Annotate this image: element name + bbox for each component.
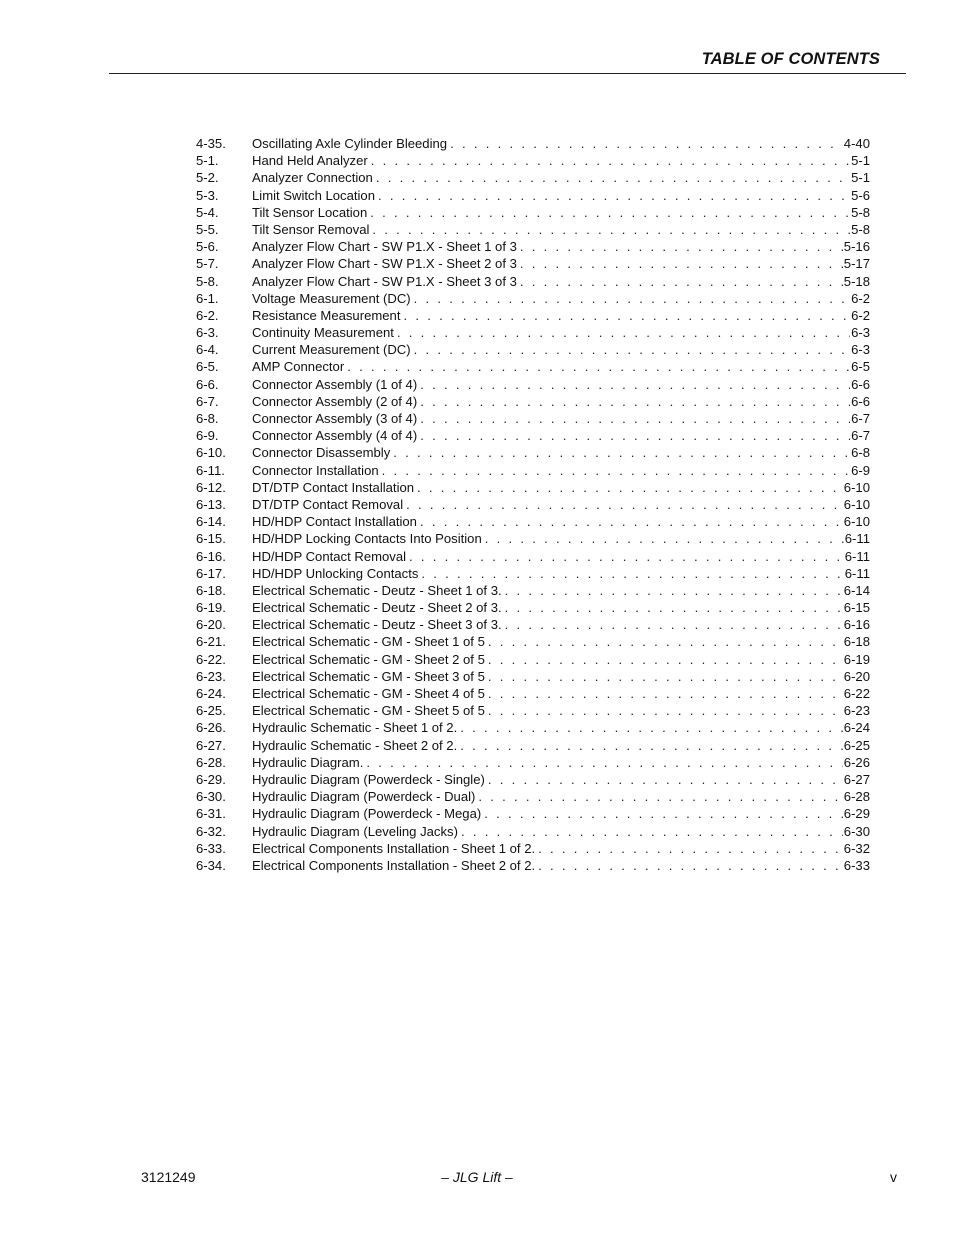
toc-entry[interactable] <box>196 840 870 857</box>
page-header-title: TABLE OF CONTENTS <box>701 50 880 68</box>
toc-entry-title: Continuity Measurement <box>252 325 394 341</box>
toc-dot-leader <box>397 324 850 341</box>
toc-entry-page: 6-3 <box>851 325 870 341</box>
toc-entry-number: 6-6. <box>196 376 219 392</box>
toc-entry-number: 5-4. <box>196 204 219 220</box>
toc-entry-number: 5-6. <box>196 239 219 255</box>
toc-entry-page: 4-40 <box>843 136 870 151</box>
toc-entry-number: 5-7. <box>196 256 219 272</box>
toc-dot-leader <box>420 376 850 393</box>
toc-entry-number: 6-13. <box>196 496 226 512</box>
toc-dot-leader <box>488 633 843 650</box>
toc-entry-number: 5-3. <box>196 187 219 203</box>
toc-entry-number: 6-31. <box>196 806 226 822</box>
toc-entry-title: Hydraulic Schematic - Sheet 1 of 2. <box>252 720 458 736</box>
toc-entry-title: DT/DTP Contact Installation <box>252 479 415 495</box>
toc-entry-number: 6-25. <box>196 703 226 719</box>
toc-entry[interactable] <box>196 462 870 479</box>
toc-entry-page: 6-27 <box>843 771 870 787</box>
toc-entry-number: 6-16. <box>196 548 226 564</box>
toc-dot-leader <box>382 462 850 479</box>
toc-entry-title: Electrical Schematic - Deutz - Sheet 3 of 3. <box>252 617 502 633</box>
toc-dot-leader <box>460 737 843 754</box>
toc-entry[interactable] <box>196 376 870 393</box>
header-divider <box>109 73 906 74</box>
toc-entry-title: DT/DTP Contact Removal <box>252 496 404 512</box>
toc-entry-page: 5-18 <box>843 273 870 289</box>
toc-dot-leader <box>488 702 843 719</box>
toc-entry-page: 6-14 <box>843 582 870 598</box>
toc-entry-number: 6-1. <box>196 290 219 306</box>
toc-entry-title: Hydraulic Diagram. <box>252 754 364 770</box>
toc-entry-page: 6-18 <box>843 634 870 650</box>
toc-entry[interactable] <box>196 616 870 633</box>
toc-entry-title: Connector Assembly (1 of 4) <box>252 376 418 392</box>
toc-entry-page: 6-32 <box>843 840 870 856</box>
toc-entry-page: 6-19 <box>843 651 870 667</box>
toc-entry-title: Hydraulic Diagram (Powerdeck - Single) <box>252 771 485 787</box>
footer-document-number: 3121249 <box>141 1169 196 1185</box>
toc-entry-page: 6-7 <box>851 411 870 426</box>
toc-entry-number: 6-34. <box>196 857 226 873</box>
toc-entry-title: Resistance Measurement <box>252 307 401 323</box>
toc-entry-page: 5-8 <box>851 221 870 237</box>
toc-entry-title: HD/HDP Locking Contacts Into Position <box>252 531 482 547</box>
toc-entry[interactable] <box>196 788 870 805</box>
toc-entry-title: Analyzer Flow Chart - SW P1.X - Sheet 3 of 3 <box>252 273 517 289</box>
toc-dot-leader <box>403 307 850 324</box>
toc-dot-leader <box>371 152 850 169</box>
toc-entry[interactable] <box>196 204 870 221</box>
toc-entry[interactable] <box>196 290 870 307</box>
toc-entry-title: Hydraulic Schematic - Sheet 2 of 2. <box>252 737 458 753</box>
toc-entry[interactable] <box>196 169 870 186</box>
toc-entry-page: 6-10 <box>843 514 870 530</box>
toc-entry[interactable] <box>196 857 870 874</box>
toc-entry[interactable] <box>196 324 870 341</box>
toc-entry-page: 5-1 <box>851 170 870 186</box>
toc-entry-page: 6-11 <box>844 531 870 547</box>
toc-entry-title: Tilt Sensor Location <box>252 204 368 220</box>
toc-entry-page: 6-5 <box>851 359 870 375</box>
toc-dot-leader <box>372 221 850 238</box>
toc-entry-page: 5-6 <box>851 187 870 203</box>
toc-entry-title: Electrical Components Installation - Sheet 2 of 2. <box>252 857 536 873</box>
toc-entry-title: Connector Assembly (2 of 4) <box>252 393 418 409</box>
toc-dot-leader <box>417 479 843 496</box>
toc-dot-leader <box>538 840 843 857</box>
toc-dot-leader <box>370 204 850 221</box>
toc-entry-number: 6-23. <box>196 668 226 684</box>
toc-dot-leader <box>484 805 843 822</box>
toc-dot-leader <box>538 857 843 874</box>
toc-dot-leader <box>421 565 843 582</box>
toc-entry-number: 6-26. <box>196 720 226 736</box>
toc-entry-title: HD/HDP Contact Installation <box>252 514 417 530</box>
toc-entry-page: 6-11 <box>844 565 870 581</box>
toc-entry-number: 6-32. <box>196 823 226 839</box>
toc-dot-leader <box>520 273 843 290</box>
toc-dot-leader <box>450 135 843 152</box>
toc-entry-page: 6-3 <box>851 342 870 358</box>
toc-entry[interactable] <box>196 496 870 513</box>
toc-entry-number: 6-3. <box>196 325 219 341</box>
toc-entry-page: 6-10 <box>843 479 870 495</box>
toc-entry-number: 6-4. <box>196 342 219 358</box>
toc-dot-leader <box>414 341 850 358</box>
toc-dot-leader <box>414 290 850 307</box>
toc-entry-page: 6-6 <box>851 376 870 392</box>
toc-entry-title: HD/HDP Unlocking Contacts <box>252 565 419 581</box>
toc-dot-leader <box>420 410 850 427</box>
table-of-contents-list <box>196 135 870 874</box>
toc-entry[interactable] <box>196 444 870 461</box>
toc-dot-leader <box>376 169 850 186</box>
toc-entry-number: 6-21. <box>196 634 226 650</box>
toc-entry[interactable] <box>196 513 870 530</box>
toc-entry-title: Tilt Sensor Removal <box>252 221 370 237</box>
toc-entry-number: 6-11. <box>196 462 225 478</box>
toc-entry[interactable] <box>196 238 870 255</box>
toc-entry[interactable] <box>196 651 870 668</box>
toc-entry-title: Electrical Schematic - Deutz - Sheet 1 of 3. <box>252 582 502 598</box>
toc-entry-title: Electrical Schematic - GM - Sheet 3 of 5 <box>252 668 485 684</box>
toc-entry-page: 6-25 <box>843 737 870 753</box>
toc-entry-page: 6-9 <box>851 462 870 478</box>
toc-entry-title: Analyzer Flow Chart - SW P1.X - Sheet 2 of 3 <box>252 256 517 272</box>
toc-entry[interactable] <box>196 685 870 702</box>
toc-dot-leader <box>478 788 842 805</box>
toc-entry-number: 6-29. <box>196 771 226 787</box>
toc-entry-page: 6-15 <box>843 600 870 616</box>
toc-entry-title: Hydraulic Diagram (Powerdeck - Mega) <box>252 806 482 822</box>
toc-dot-leader <box>488 651 843 668</box>
toc-entry-page: 6-16 <box>843 617 870 633</box>
toc-entry-number: 6-14. <box>196 514 226 530</box>
toc-entry-number: 6-20. <box>196 617 226 633</box>
toc-dot-leader <box>366 754 842 771</box>
toc-entry-title: Connector Disassembly <box>252 445 391 461</box>
toc-entry-page: 6-28 <box>843 789 870 805</box>
toc-dot-leader <box>520 238 843 255</box>
toc-entry-number: 6-2. <box>196 307 219 323</box>
toc-dot-leader <box>505 582 843 599</box>
toc-entry-number: 6-30. <box>196 789 226 805</box>
toc-entry-page: 6-26 <box>843 754 870 770</box>
toc-entry-number: 6-27. <box>196 737 226 753</box>
toc-entry-title: Electrical Schematic - GM - Sheet 5 of 5 <box>252 703 485 719</box>
toc-entry[interactable] <box>196 135 870 152</box>
footer-page-number: v <box>890 1169 897 1185</box>
toc-entry-page: 6-8 <box>851 445 870 461</box>
toc-dot-leader <box>505 599 843 616</box>
toc-dot-leader <box>488 685 843 702</box>
toc-dot-leader <box>393 444 850 461</box>
footer-brand: – JLG Lift – <box>441 1169 513 1185</box>
toc-dot-leader <box>488 668 843 685</box>
toc-entry-title: Connector Installation <box>252 462 379 478</box>
toc-dot-leader <box>406 496 843 513</box>
toc-entry-page: 6-20 <box>843 668 870 684</box>
toc-entry[interactable] <box>196 633 870 650</box>
toc-entry-page: 6-33 <box>843 857 870 873</box>
toc-dot-leader <box>461 823 843 840</box>
toc-entry-title: Hydraulic Diagram (Powerdeck - Dual) <box>252 789 476 805</box>
toc-entry[interactable] <box>196 187 870 204</box>
toc-entry[interactable] <box>196 393 870 410</box>
toc-entry[interactable] <box>196 427 870 444</box>
toc-entry-title: Electrical Schematic - GM - Sheet 2 of 5 <box>252 651 485 667</box>
toc-entry-title: Electrical Schematic - GM - Sheet 4 of 5 <box>252 686 485 701</box>
toc-entry-title: Hydraulic Diagram (Leveling Jacks) <box>252 823 458 839</box>
toc-entry[interactable] <box>196 152 870 169</box>
toc-dot-leader <box>460 719 843 736</box>
toc-entry[interactable] <box>196 479 870 496</box>
toc-dot-leader <box>409 548 844 565</box>
toc-entry[interactable] <box>196 341 870 358</box>
toc-entry-number: 6-5. <box>196 359 219 375</box>
toc-entry-page: 6-7 <box>851 428 870 444</box>
toc-dot-leader <box>420 427 850 444</box>
toc-entry[interactable] <box>196 737 870 754</box>
toc-entry-page: 6-23 <box>843 703 870 719</box>
toc-entry-number: 6-8. <box>196 411 219 426</box>
toc-entry-title: AMP Connector <box>252 359 345 375</box>
toc-entry-number: 6-24. <box>196 686 226 701</box>
toc-entry-page: 6-30 <box>843 823 870 839</box>
toc-entry-page: 6-2 <box>851 290 870 306</box>
toc-entry-number: 5-8. <box>196 273 219 289</box>
toc-entry[interactable] <box>196 582 870 599</box>
toc-entry-number: 6-12. <box>196 479 226 495</box>
toc-entry-page: 5-1 <box>851 153 870 169</box>
toc-entry-title: Electrical Components Installation - Sheet 1 of 2. <box>252 840 536 856</box>
toc-entry-page: 5-16 <box>843 239 870 255</box>
toc-entry[interactable] <box>196 805 870 822</box>
toc-entry[interactable] <box>196 358 870 375</box>
toc-entry[interactable] <box>196 719 870 736</box>
toc-entry[interactable] <box>196 823 870 840</box>
toc-entry[interactable] <box>196 530 870 547</box>
toc-entry[interactable] <box>196 754 870 771</box>
toc-entry-number: 5-1. <box>196 153 219 169</box>
toc-entry-number: 6-10. <box>196 445 226 461</box>
toc-entry-page: 6-11 <box>844 548 870 564</box>
toc-entry-title: Connector Assembly (3 of 4) <box>252 411 418 426</box>
toc-dot-leader <box>347 358 850 375</box>
toc-entry[interactable] <box>196 273 870 290</box>
toc-entry[interactable] <box>196 599 870 616</box>
toc-entry[interactable] <box>196 410 870 427</box>
toc-entry-number: 6-18. <box>196 582 226 598</box>
toc-entry-title: Analyzer Flow Chart - SW P1.X - Sheet 1 of 3 <box>252 239 517 255</box>
toc-entry[interactable] <box>196 668 870 685</box>
toc-entry[interactable] <box>196 548 870 565</box>
toc-entry-title: Current Measurement (DC) <box>252 342 411 358</box>
toc-entry-title: Electrical Schematic - Deutz - Sheet 2 of 3. <box>252 600 502 616</box>
toc-entry-number: 6-7. <box>196 393 219 409</box>
toc-entry-title: Electrical Schematic - GM - Sheet 1 of 5 <box>252 634 485 650</box>
toc-entry-page: 6-22 <box>843 686 870 701</box>
toc-entry-page: 6-29 <box>843 806 870 822</box>
toc-dot-leader <box>505 616 843 633</box>
toc-entry-page: 5-8 <box>851 204 870 220</box>
toc-entry-page: 6-24 <box>843 720 870 736</box>
toc-entry-page: 5-17 <box>843 256 870 272</box>
toc-entry-number: 4-35. <box>196 136 226 151</box>
toc-entry-number: 6-17. <box>196 565 226 581</box>
toc-entry-number: 5-2. <box>196 170 219 186</box>
toc-dot-leader <box>420 393 850 410</box>
toc-entry-number: 5-5. <box>196 221 219 237</box>
toc-dot-leader <box>485 530 844 547</box>
toc-entry-page: 6-6 <box>851 393 870 409</box>
toc-entry[interactable] <box>196 565 870 582</box>
toc-entry-title: Voltage Measurement (DC) <box>252 290 411 306</box>
toc-entry-title: Oscillating Axle Cylinder Bleeding <box>252 136 448 151</box>
toc-entry-page: 6-10 <box>843 496 870 512</box>
toc-entry-title: HD/HDP Contact Removal <box>252 548 407 564</box>
toc-entry-number: 6-28. <box>196 754 226 770</box>
toc-dot-leader <box>488 771 843 788</box>
toc-entry-number: 6-15. <box>196 531 226 547</box>
toc-entry-title: Connector Assembly (4 of 4) <box>252 428 418 444</box>
toc-dot-leader <box>420 513 843 530</box>
toc-entry[interactable] <box>196 255 870 272</box>
toc-entry-page: 6-2 <box>851 307 870 323</box>
toc-entry-number: 6-19. <box>196 600 226 616</box>
toc-dot-leader <box>378 187 850 204</box>
toc-entry-title: Hand Held Analyzer <box>252 153 368 169</box>
toc-entry-number: 6-9. <box>196 428 219 444</box>
toc-entry-number: 6-22. <box>196 651 226 667</box>
toc-dot-leader <box>520 255 843 272</box>
toc-entry[interactable] <box>196 221 870 238</box>
toc-entry[interactable] <box>196 771 870 788</box>
toc-entry-number: 6-33. <box>196 840 226 856</box>
toc-entry[interactable] <box>196 702 870 719</box>
toc-entry-title: Analyzer Connection <box>252 170 373 186</box>
toc-entry[interactable] <box>196 307 870 324</box>
toc-entry-title: Limit Switch Location <box>252 187 375 203</box>
